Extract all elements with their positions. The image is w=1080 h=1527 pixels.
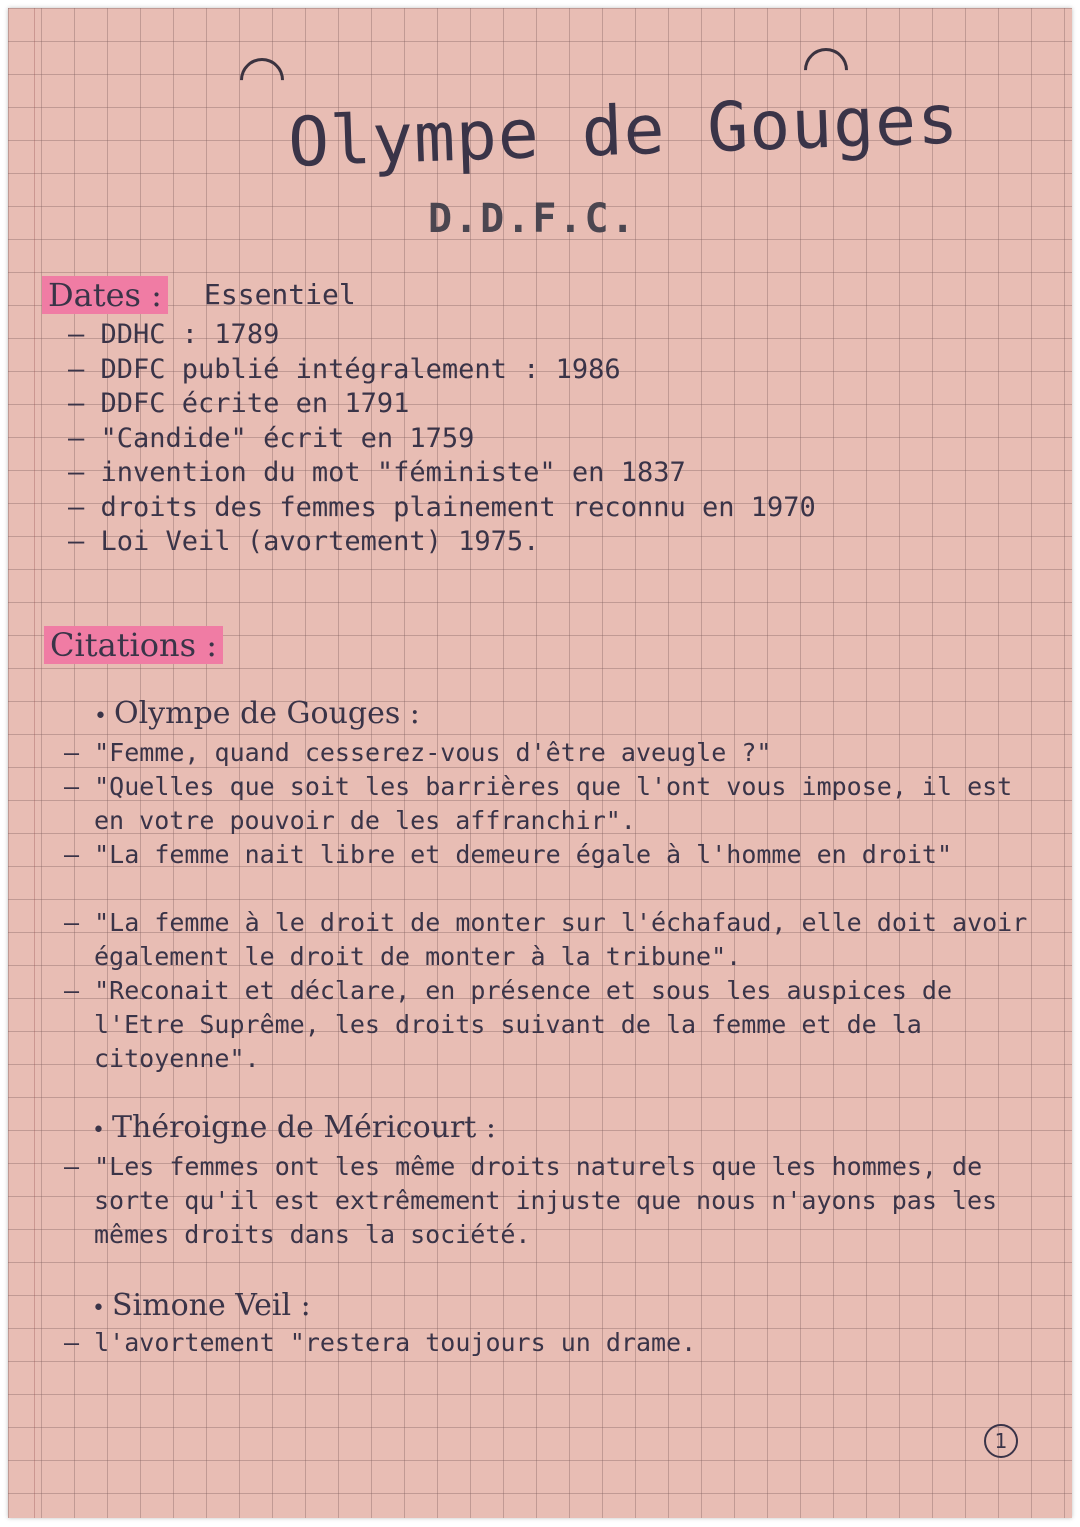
dates-heading: Dates : <box>42 276 168 314</box>
date-item: – DDFC écrite en 1791 <box>68 387 816 422</box>
page-title: Olympe de Gouges <box>286 80 961 183</box>
date-item: – "Candide" écrit en 1759 <box>68 422 816 457</box>
quote-item: – "Femme, quand cesserez-vous d'être aveugle ?" <box>64 736 1054 770</box>
quote-item: – "La femme nait libre et demeure égale à l'homme en droit" <box>64 838 1054 872</box>
date-item: – DDFC publié intégralement : 1986 <box>68 353 816 388</box>
page-subtitle: D.D.F.C. <box>428 196 637 242</box>
binder-hole-left <box>231 49 293 111</box>
notebook-page <box>8 8 1072 1518</box>
date-item: – Loi Veil (avortement) 1975. <box>68 525 816 560</box>
speaker-theroigne: • Théroigne de Méricourt : <box>92 1110 496 1145</box>
margin-line <box>34 8 35 1518</box>
speaker-olympe: • Olympe de Gouges : <box>94 696 420 731</box>
speaker-simone: • Simone Veil : <box>92 1288 311 1323</box>
date-item: – DDHC : 1789 <box>68 318 816 353</box>
page-number: 1 <box>984 1424 1018 1458</box>
dates-list <box>68 318 816 560</box>
quote-item: – "Reconait et déclare, en présence et sous les auspices de l'Etre Suprême, les droits suivant de la femme et de la citoyenne". <box>64 974 1054 1076</box>
quote-item: – "Les femmes ont les même droits naturels que les hommes, de sorte qu'il est extrêmement injuste que nous n'ayons pas les mêmes droits dans la société. <box>64 1150 1054 1252</box>
date-item: – droits des femmes plainement reconnu en 1970 <box>68 491 816 526</box>
quote-item: – l'avortement "restera toujours un drame. <box>64 1326 1054 1360</box>
citations-heading: Citations : <box>44 626 223 664</box>
date-item: – invention du mot "féministe" en 1837 <box>68 456 816 491</box>
quote-item: – "Quelles que soit les barrières que l'ont vous impose, il est en votre pouvoir de les affranchir". <box>64 770 1054 838</box>
quote-item: – "La femme à le droit de monter sur l'échafaud, elle doit avoir également le droit de monter à la tribune". <box>64 906 1054 974</box>
dates-note: Essentiel <box>204 278 356 311</box>
